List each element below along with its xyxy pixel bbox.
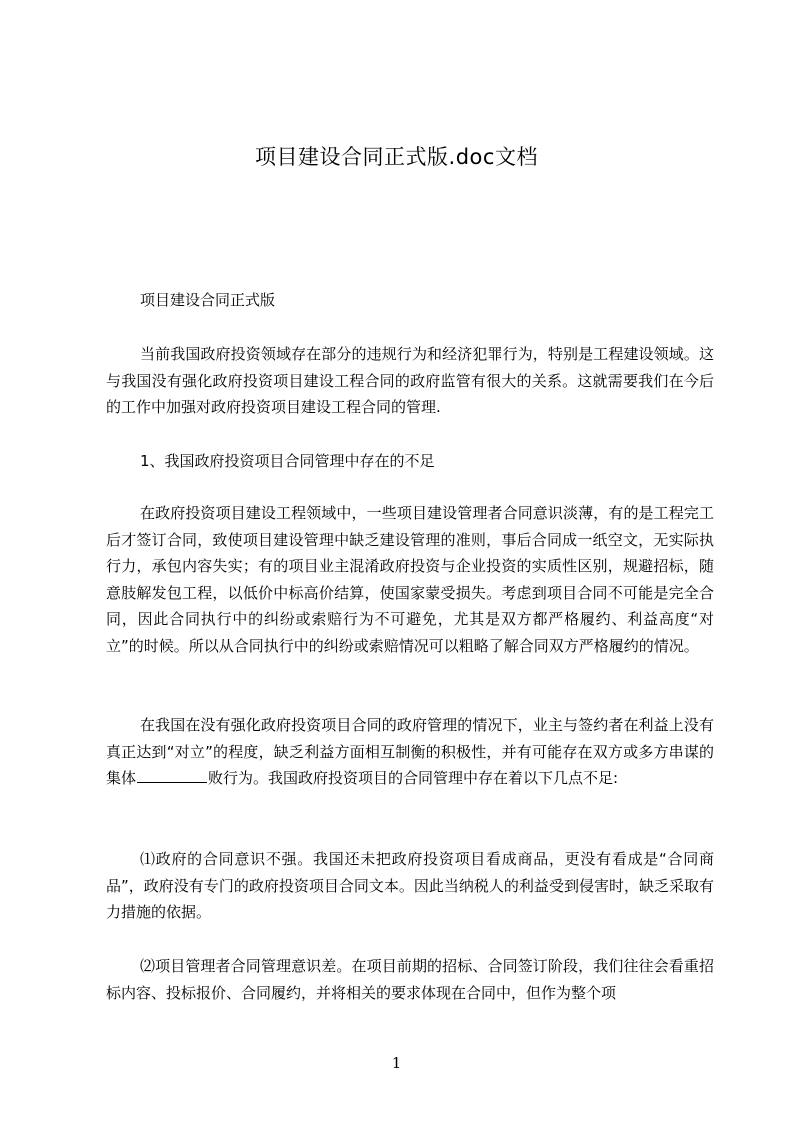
paragraph-deficiencies-overview: 在政府投资项目建设工程领域中，一些项目建设管理者合同意识淡薄，有的是工程完工后才签订合同，致使项目建设管理中缺乏建设管理的准则，事后合同成一纸空文，无实际执行力，承包内容失实；有的项目业主混淆政府投资与企业投资的实质性区别，规避招标，随意肢解发包工程，以低价中标高价结算，使国家蒙受损失。考虑到项目合同不可能是完全合同，因此合同执行中的纠纷或索赔行为不可避免，尤其是双方都严格履约、利益高度“对立”的时候。所以从合同执行中的纠纷或索赔情况可以粗略了解合同双方严格履约的情况。 — [106, 504, 714, 655]
page-number: 1 — [391, 1054, 402, 1072]
paragraph-collusion-part1: 在我国在没有强化政府投资项目合同的政府管理的情况下，业主与签约者在利益上没有真正达到“对立”的程度，缺乏利益方面相互制衡的积极性，并有可能存在双方或多方串谋的集体 — [106, 716, 714, 788]
paragraph-collusion — [106, 712, 714, 792]
paragraph-point-1: ⑴政府的合同意识不强。我国还未把政府投资项目看成商品，更没有看成是“合同商品”，政府没有专门的政府投资项目合同文本。因此当纳税人的利益受到侵害时，缺乏采取有力措施的依据。 — [106, 850, 714, 922]
paragraph-intro: 当前我国政府投资领域存在部分的违规行为和经济犯罪行为，特别是工程建设领域。这与我国没有强化政府投资项目建设工程合同的政府监管有很大的关系。这就需要我们在今后的工作中加强对政府投资项目建设工程合同的管理. — [106, 345, 714, 417]
blank-underline — [137, 781, 207, 783]
document-title: 项目建设合同正式版.doc文档 — [255, 145, 538, 169]
paragraph-collusion-part2: 败行为。我国政府投资项目的合同管理中存在着以下几点不足: — [208, 769, 619, 788]
document-subtitle: 项目建设合同正式版 — [140, 291, 276, 309]
paragraph-point-2: ⑵项目管理者合同管理意识差。在项目前期的招标、合同签订阶段，我们往往会看重招标内容、投标报价、合同履约，并将相关的要求体现在合同中，但作为整个项 — [106, 957, 714, 1002]
section-heading: 1、我国政府投资项目合同管理中存在的不足 — [140, 452, 435, 470]
